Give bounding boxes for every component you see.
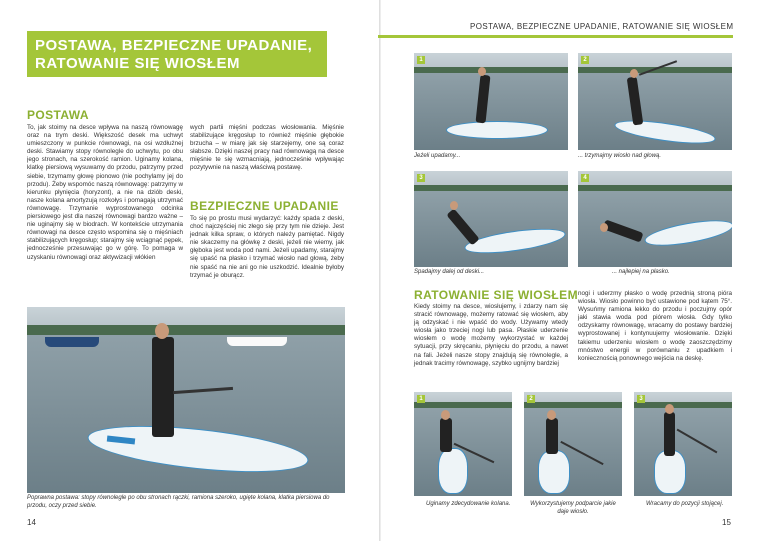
recover-photo-2 (524, 392, 622, 496)
page-number-left: 14 (27, 518, 36, 527)
photo-number-badge: 3 (417, 174, 425, 182)
bezpieczne-upadanie-text: To się po prostu musi wydarzyć: każdy spada z deski, choć najczęściej nic złego się przy tym nie dzieje. Jest jednak kilka spraw, o których należy pamiętać. Nigdy nie skaczemy na główkę z deski, jeżeli nie wiemy, jak głęboka jest woda pod nami. Jeżeli upadamy, starajmy się upaść na płasko i trzymać wiosło nad głową, żeby nie spaść na nie ani go nie uszkodzić. Idealnie byłoby trzymać je oburącz. (190, 215, 344, 279)
ratowanie-text-continued: nogi i uderzmy płasko o wodę przednią stroną pióra wiosła. Wiosło powinno być ustawione pod kątem 75°. Wysuńmy ramiona lekko do przodu i poczujmy opór jaki stawia woda pod piórem wiosła. Gdy tylko odzyskamy równowagę, wracamy do postawy bardziej wyprostowanej i kontynuujemy wiosłowanie. Dzięki takiemu uderzeniu wiosłem o wodę zaoszczędzimy mnóstwo energii w porównaniu z upadkiem i koniecznością ponownego wejścia na deskę. (578, 290, 732, 362)
photo-number-badge: 1 (417, 395, 425, 403)
fall-photo-3 (414, 171, 568, 267)
fall-photo-4 (578, 171, 732, 267)
fall-caption-2: ... trzymajmy wiosło nad głową. (578, 153, 662, 159)
main-stance-photo (27, 307, 345, 493)
recover-photo-3 (634, 392, 732, 496)
photo-number-badge: 4 (581, 174, 589, 182)
heading-bezpieczne-upadanie: BEZPIECZNE UPADANIE (190, 199, 339, 213)
recover-caption-3: Wracamy do pozycji stojącej. (646, 501, 724, 507)
photo-number-badge: 2 (527, 395, 535, 403)
chapter-title: POSTAWA, BEZPIECZNE UPADANIE, RATOWANIE SIĘ WIOSŁEM (27, 31, 327, 77)
heading-postawa: POSTAWA (27, 108, 89, 122)
postawa-text: To, jak stoimy na desce wpływa na naszą równowagę oraz na trym deski. Większość desek ma uchwyt umieszczony w punkcie równowagi, na osi wzdłużnej deski. Stawiamy stopy równolegle do uchwytu, po obu jego stronach, na szerokość ramion. Uginamy kolana, klatkę piersiową wysuwamy do przodu, patrzymy przed siebie, trzymamy głowę pionowo (nie pochylamy jej do przodu). Żeby wspomóc naszą równowagę: patrzymy w kierunku płynięcia (horyzont), a nie na dziób deski, nasze kolana amortyzują rozkołys i pomagają utrzymać równowagę. Trzymanie wyprostowanego odcinka piersiowego jest dla naszej równowagi bardzo ważne – nie uginajmy się w biodrach. W kontekście utrzymania równowagi na desce często wspomina się o mięśniach stabilizujących kręgosłup; starajmy się wciągnąć pępek, jednocześnie przesuwając go w górę. To pomaga w uzyskaniu równowagi oraz aktywizacji włókien (27, 124, 183, 261)
postawa-text-continued: wych partii mięśni podczas wiosłowania. Mięśnie stabilizujące kręgosłup to również mięśnie głębokie brzucha – w miarę jak się starzejemy, one są coraz słabsze. Dzięki naszej pracy nad równowagą na desce mięśnie te się wzmacniają, jednocześnie wpływając pozytywnie na naszą właściwą postawę. (190, 124, 344, 172)
main-photo-caption: Poprawna postawa: stopy równolegle po obu stronach rączki, ramiona szeroko, ugięte kolana, klatka piersiowa do przodu, oczy przed siebie. (27, 495, 330, 509)
photo-number-badge: 3 (637, 395, 645, 403)
running-head: POSTAWA, BEZPIECZNE UPADANIE, RATOWANIE SIĘ WIOSŁEM (470, 22, 734, 31)
heading-ratowanie: RATOWANIE SIĘ WIOSŁEM (414, 288, 578, 302)
recover-caption-2: Wykorzystujemy podparcie jakie daje wiosło. (530, 501, 616, 515)
recover-photo-1 (414, 392, 512, 496)
photo-number-badge: 1 (417, 56, 425, 64)
fall-caption-3: Spadajmy dalej od deski... (414, 269, 485, 275)
photo-number-badge: 2 (581, 56, 589, 64)
fall-photo-2 (578, 53, 732, 150)
fall-caption-1: Jeżeli upadamy... (414, 153, 461, 159)
page-number-right: 15 (722, 518, 731, 527)
fall-caption-4: ... najlepiej na płasko. (612, 269, 670, 275)
fall-photo-1 (414, 53, 568, 150)
recover-caption-1: Uginamy zdecydowanie kolana. (426, 501, 511, 507)
ratowanie-text: Kiedy stoimy na desce, wiosłujemy, i zdarzy nam się stracić równowagę, możemy ratować się wiosłem, aby ją odzyskać i nie wpaść do wody. Używamy wtedy wiosła jako trzeciej nogi lub pasa. Płaskie uderzenie wiosłem o wodę możemy wykorzystać w każdej sytuacji, przy skręcaniu, płynięciu do przodu, a nawet na fali. Jeżeli nasze stopy znajdują się równolegle, a jednak tracimy równowagę, szybko ugnijmy bardziej (414, 303, 568, 367)
